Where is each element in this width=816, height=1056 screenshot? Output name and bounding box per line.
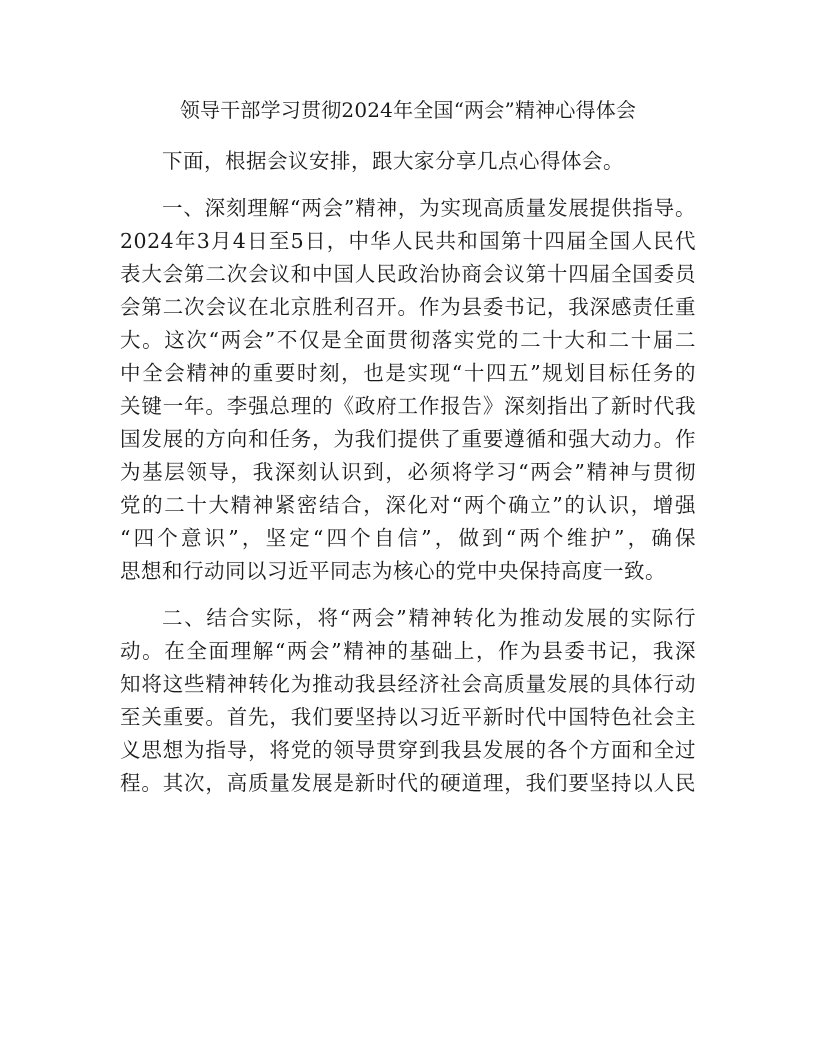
document-body (120, 145, 696, 800)
paragraph-line: 一、深刻理解“两会”精神，为实现高质量发展提供指导。 (162, 196, 696, 220)
paragraph-line: 思想和行动同以习近平同志为核心的党中央保持高度一致。 (120, 559, 666, 583)
paragraph-line: 动。在全面理解“两会”精神的基础上，作为县委书记，我深 (120, 639, 696, 663)
paragraph-line: 二、结合实际，将“两会”精神转化为推动发展的实际行 (162, 606, 696, 630)
paragraph-line: 表大会第二次会议和中国人民政治协商会议第十四届全国委员 (120, 262, 696, 286)
document-title: 领导干部学习贯彻2024年全国“两会”精神心得体会 (179, 98, 637, 122)
paragraph-line: “四个意识”，坚定“四个自信”，做到“两个维护”，确保 (120, 526, 696, 550)
paragraph-line: 程。其次，高质量发展是新时代的硬道理，我们要坚持以人民 (120, 771, 696, 795)
paragraph-line: 至关重要。首先，我们要坚持以习近平新时代中国特色社会主 (120, 705, 696, 729)
paragraph-section-one (120, 192, 696, 588)
paragraph-section-two (120, 602, 696, 800)
paragraph-line: 中全会精神的重要时刻，也是实现“十四五”规划目标任务的 (120, 361, 696, 385)
paragraph-line: 为基层领导，我深刻认识到，必须将学习“两会”精神与贯彻 (120, 460, 696, 484)
paragraph-line: 关键一年。李强总理的《政府工作报告》深刻指出了新时代我 (120, 394, 696, 418)
paragraph-line: 党的二十大精神紧密结合，深化对“两个确立”的认识，增强 (120, 493, 696, 517)
paragraph-spacer (120, 178, 696, 192)
paragraph-line: 2024年3月4日至5日，中华人民共和国第十四届全国人民代 (120, 229, 696, 253)
paragraph-spacer (120, 588, 696, 602)
paragraph-line: 国发展的方向和任务，为我们提供了重要遵循和强大动力。作 (120, 427, 696, 451)
paragraph-intro (120, 145, 696, 178)
paragraph-line: 知将这些精神转化为推动我县经济社会高质量发展的具体行动 (120, 672, 696, 696)
paragraph-line: 义思想为指导，将党的领导贯穿到我县发展的各个方面和全过 (120, 738, 696, 762)
paragraph-line: 会第二次会议在北京胜利召开。作为县委书记，我深感责任重 (120, 295, 696, 319)
paragraph-line: 下面，根据会议安排，跟大家分享几点心得体会。 (162, 149, 624, 173)
paragraph-line: 大。这次“两会”不仅是全面贯彻落实党的二十大和二十届二 (120, 328, 696, 352)
